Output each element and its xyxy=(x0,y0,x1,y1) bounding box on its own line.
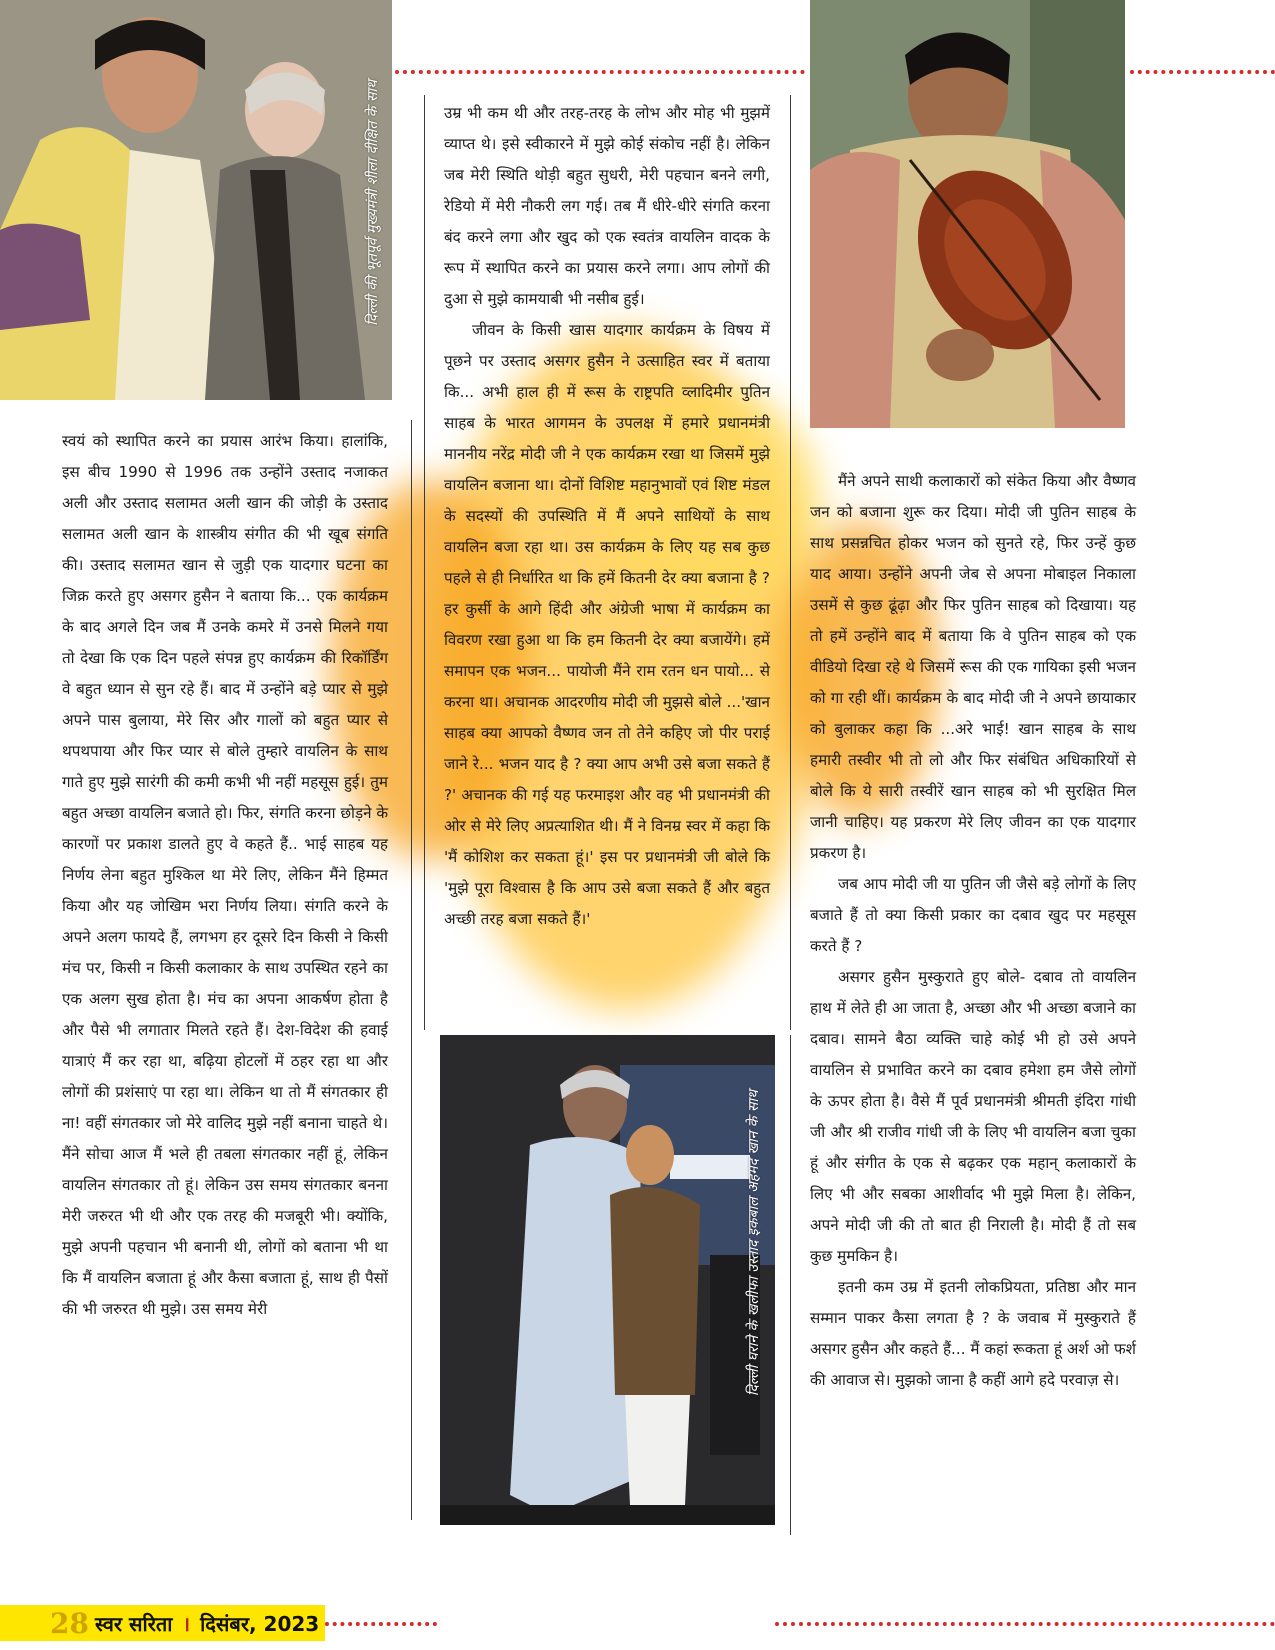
column-divider xyxy=(790,95,791,1030)
paragraph: मैंने अपने साथी कलाकारों को संकेत किया और वैष्णव जन को बजाना शुरू कर दिया। मोदी जी पुतिन साहब के साथ प्रसन्नचित होकर भजन को सुनते रहे, फिर उन्हें कुछ याद आया। उन्होंने अपनी जेब से अपना मोबाइल निकाला उसमें से कुछ ढूंढ़ा और फिर पुतिन साहब को दिखाया। यह तो हमें उन्होंने बाद में बताया कि वे पुतिन साहब को एक वीडियो दिखा रहे थे जिसमें रूस की एक गायिका इसी भजन को गा रही थीं। कार्यक्रम के बाद मोदी जी ने अपने छायाकार को बुलाकर कहा कि ...अरे भाई! खान साहब के साथ हमारी तस्वीर भी तो लो और फिर संबंधित अधिकारियों से बोले कि ये सारी तस्वीरें खान साहब को भी सुरक्षित मिल जानी चाहिए। यह प्रकरण मेरे लिए जीवन का एक यादगार प्रकरण है। xyxy=(810,472,1136,862)
top-rule-right xyxy=(1130,70,1275,74)
page-number: 28 xyxy=(50,1606,89,1640)
paragraph: स्वयं को स्थापित करने का प्रयास आरंभ किया। हालांकि, इस बीच 1990 से 1996 तक उन्होंने उस्ताद नजाकत अली और उस्ताद सलामत अली खान की जोड़ी के उस्ताद सलामत अली खान के शास्त्रीय संगीत की भी खूब संगति की। उस्ताद सलामत खान से जुड़ी एक यादगार घटना का जिक्र करते हुए असगर हुसैन ने बताया कि... एक कार्यक्रम के बाद अगले दिन जब मैं उनके कमरे में उनसे मिलने गया तो देखा कि एक दिन पहले संपन्न हुए कार्यक्रम की रिकॉर्डिंग वे बहुत ध्यान से सुन रहे हैं। बाद में उन्होंने बड़े प्यार से मुझे अपने पास बुलाया, मेरे सिर और गालों को बहुत प्यार से थपथपाया और फिर प्यार से बोले तुम्हारे वायलिन के साथ गाते हुए मुझे सारंगी की कमी कभी भी नहीं महसूस हुई। तुम बहुत अच्छा वायलिन बजाते हो। फिर, संगति करना छोड़ने के कारणों पर प्रकाश डालते हुए वे कहते हैं.. भाई साहब यह निर्णय लेना बहुत मुश्किल था मेरे लिए, लेकिन मैंने हिम्मत किया और यह जोखिम भरा निर्णय लिया। संगति करने के अपने अलग फायदे हैं, लगभग हर दूसरे दिन किसी ने किसी मंच पर, किसी न किसी कलाकार के साथ उपस्थित रहने का एक अलग सुख होता है। मंच का अपना आकर्षण होता है और पैसे भी लगातार मिलते रहते हैं। देश-विदेश की हवाई यात्राएं मैं कर रहा था, बढ़िया होटलों में ठहर रहा था और लोगों की प्रशंसाएं पा रहा था। लेकिन था तो मैं संगतकार ही ना! वहीं संगतकार जो मेरे वालिद मुझे नहीं बनाना चाहते थे। मैंने सोचा आज मैं भले ही तबला संगतकार नहीं हूं, लेकिन वायलिन संगतकार तो हूं। लेकिन उस समय संगतकार बनना मेरी जरुरत भी थी और एक तरह की मजबूरी भी। क्योंकि, मुझे अपनी पहचान भी बनानी थी, लोगों को बताना भी था कि मैं वायलिन बजाता हूं और कैसा बजाता हूं, साथ ही पैसों की भी जरुरत थी मुझे। उस समय मेरी xyxy=(62,432,388,1318)
photo-violinist xyxy=(810,0,1125,428)
column-left xyxy=(62,426,388,1556)
column-middle xyxy=(444,98,770,1023)
column-divider xyxy=(790,1035,791,1535)
top-rule-middle xyxy=(395,70,805,74)
photo-caption: दिल्ली की भूतपूर्व मुख्यमंत्री शीला दीक्षित के साथ xyxy=(365,80,381,326)
issue-date: दिसंबर, 2023 xyxy=(200,1611,320,1636)
photo-illustration xyxy=(0,0,392,400)
photo-iqbal-ahmad-khan xyxy=(440,1035,775,1525)
paragraph: जीवन के किसी खास यादगार कार्यक्रम के विषय में पूछने पर उस्ताद असगर हुसैन ने उत्साहित स्वर में बताया कि... अभी हाल ही में रूस के राष्ट्रपति व्लादिमीर पुतिन साहब के भारत आगमन के उपलक्ष में हमारे प्रधानमंत्री माननीय नरेंद्र मोदी जी ने एक कार्यक्रम रखा था जिसमें मुझे वायलिन बजाना था। दोनों विशिष्ट महानुभावों एवं शिष्ट मंडल के सदस्यों की उपस्थिति में मैं अपने साथियों के साथ वायलिन बजा रहा था। उस कार्यक्रम के लिए यह सब कुछ पहले से ही निर्धारित था कि हमें कितनी देर क्या बजाना है ? हर कुर्सी के आगे हिंदी और अंग्रेजी भाषा में कार्यक्रम का विवरण रखा हुआ था कि हम कितनी देर क्या बजायेंगे। हमें समापन एक भजन... पायोजी मैंने राम रतन धन पायो... से करना था। अचानक आदरणीय मोदी जी मुझसे बोले ...'खान साहब क्या आपको वैष्णव जन तो तेने कहिए जो पीर पराई जाने रे... भजन याद है ? क्या आप अभी उसे बजा सकते हैं ?' अचानक की गई यह फरमाइश और वह भी प्रधानमंत्री की ओर से मेरे लिए अप्रत्याशित थी। मैं ने विनम्र स्वर में कहा कि 'मैं कोशिश कर सकता हूं।' इस पर प्रधानमंत्री जी बोले कि 'मुझे पूरा विश्वास है कि आप उसे बजा सकते हैं और बहुत अच्छी तरह बजा सकते हैं।' xyxy=(444,321,770,928)
photo-illustration xyxy=(440,1035,775,1525)
paragraph: इतनी कम उम्र में इतनी लोकप्रियता, प्रतिष्ठा और मान सम्मान पाकर कैसा लगता है ? के जवाब में मुस्कुराते हैं असगर हुसैन और कहते हैं... मैं कहां रूकता हूं अर्श ओ फर्श की आवाज से। मुझको जाना है कहीं आगे हदे परवाज़ से। xyxy=(810,1278,1136,1389)
footer-separator: । xyxy=(182,1611,191,1636)
bottom-rule-right xyxy=(775,1622,1275,1626)
photo-caption: दिल्ली घराने के खलीफा उस्ताद इकबाल अहमद खान के साथ xyxy=(746,1090,762,1397)
paragraph: उम्र भी कम थी और तरह-तरह के लोभ और मोह भी मुझमें व्याप्त थे। इसे स्वीकारने में मुझे कोई संकोच नहीं है। लेकिन जब मेरी स्थिति थोड़ी बहुत सुधरी, मेरी पहचान बनने लगी, रेडियो में मेरी नौकरी लग गई। तब मैं धीरे-धीरे संगति करना बंद करने लगा और खुद को एक स्वतंत्र वायलिन वादक के रूप में स्थापित करने का प्रयास करने लगा। आप लोगों की दुआ से मुझे कामयाबी भी नसीब हुई। xyxy=(444,104,770,308)
bottom-rule-left xyxy=(325,1622,437,1626)
column-right xyxy=(810,466,1136,1566)
paragraph: जब आप मोदी जी या पुतिन जी जैसे बड़े लोगों के लिए बजाते हैं तो क्या किसी प्रकार का दबाव खुद पर महसूस करते हैं ? xyxy=(810,875,1136,955)
paragraph: असगर हुसैन मुस्कुराते हुए बोले- दबाव तो वायलिन हाथ में लेते ही आ जाता है, अच्छा और भी अच्छा बजाने का दबाव। सामने बैठा व्यक्ति चाहे कोई भी हो उसे अपने वायलिन से प्रभावित करने का दबाव हमेशा हम जैसे लोगों के ऊपर होता है। वैसे मैं पूर्व प्रधानमंत्री श्रीमती इंदिरा गांधी जी और श्री राजीव गांधी जी के लिए भी वायलिन बजा चुका हूं और संगीत के एक से बढ़कर एक महान् कलाकारों के लिए भी और सबका आशीर्वाद भी मुझे मिला है। लेकिन, अपने मोदी जी की तो बात ही निराली है। मोदी हैं तो सब कुछ मुमकिन है। xyxy=(810,968,1136,1265)
page-footer xyxy=(0,1605,325,1641)
photo-illustration xyxy=(810,0,1125,428)
column-divider xyxy=(411,420,412,1520)
photo-sheila-dikshit xyxy=(0,0,392,400)
magazine-name: स्वर सरिता xyxy=(94,1611,173,1636)
column-divider xyxy=(424,95,425,1030)
